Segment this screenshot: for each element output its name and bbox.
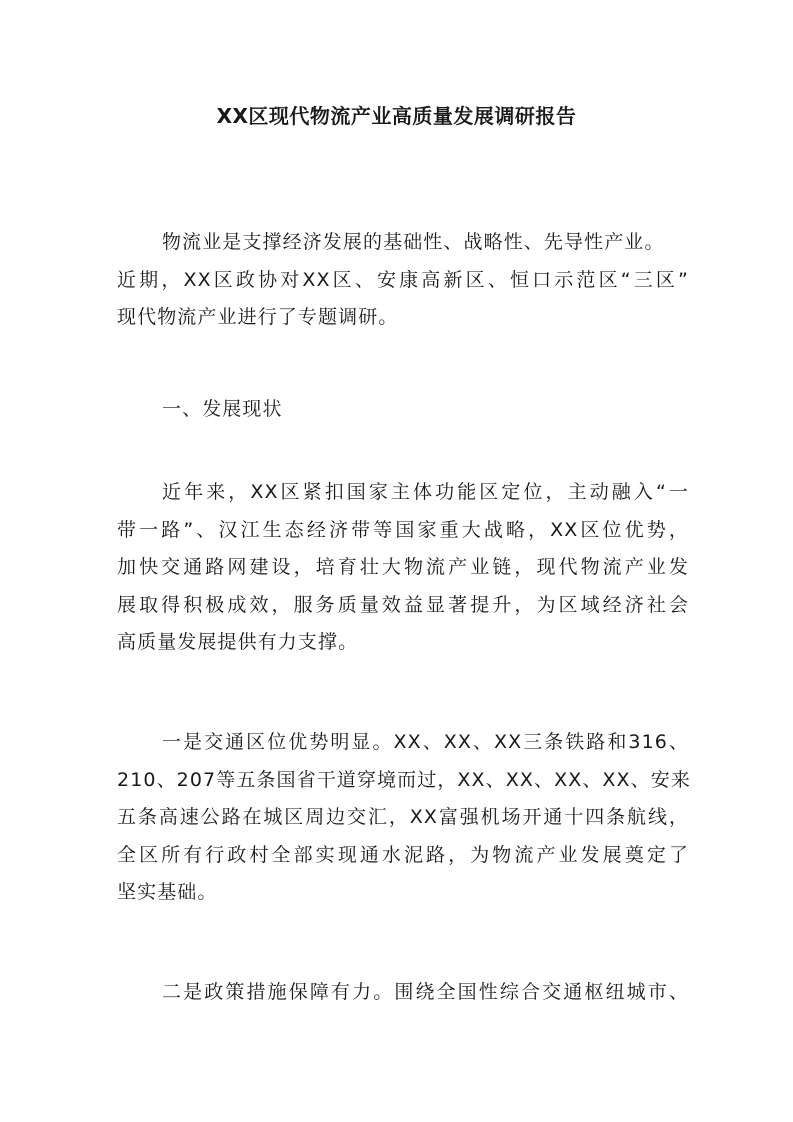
paragraph-line: 二是政策措施保障有力。围绕全国性综合交通枢纽城市、 [162, 981, 689, 1003]
paragraph-line: 坚实基础。 [117, 881, 218, 903]
paragraph-line: 展取得积极成效，服务质量效益显著提升，为区域经济社会 [117, 593, 689, 616]
section-heading-text: 一、发展现状 [162, 398, 283, 420]
paragraph-transport [117, 724, 689, 912]
paragraph-intro [117, 224, 689, 337]
paragraph-policy [117, 974, 689, 1012]
paragraph-line: 加快交通路网建设，培育壮大物流产业链，现代物流产业发 [117, 556, 689, 578]
paragraph-line: 210、207等五条国省干道穿境而过，XX、XX、XX、XX、安来 [117, 768, 691, 791]
document-title: XX区现代物流产业高质量发展调研报告 [216, 104, 577, 128]
paragraph-overview [117, 474, 689, 662]
paragraph-line: 全区所有行政村全部实现通水泥路，为物流产业发展奠定了 [117, 843, 689, 866]
paragraph-line: 物流业是支撑经济发展的基础性、战略性、先导性产业。 [162, 231, 665, 253]
paragraph-line: 五条高速公路在城区周边交汇，XX富强机场开通十四条航线， [117, 806, 689, 828]
paragraph-line: 现代物流产业进行了专题调研。 [117, 306, 399, 328]
paragraph-line: 近年来，XX区紧扣国家主体功能区定位，主动融入“一 [162, 481, 689, 503]
paragraph-line: 一是交通区位优势明显。XX、XX、XX三条铁路和316、 [162, 731, 689, 753]
paragraph-line: 带一路”、汉江生态经济带等国家重大战略，XX区位优势， [117, 518, 689, 541]
paragraph-line: 近期，XX区政协对XX区、安康高新区、恒口示范区“三区” [117, 268, 689, 291]
paragraph-line: 高质量发展提供有力支撑。 [117, 631, 359, 653]
section-heading [117, 391, 689, 429]
